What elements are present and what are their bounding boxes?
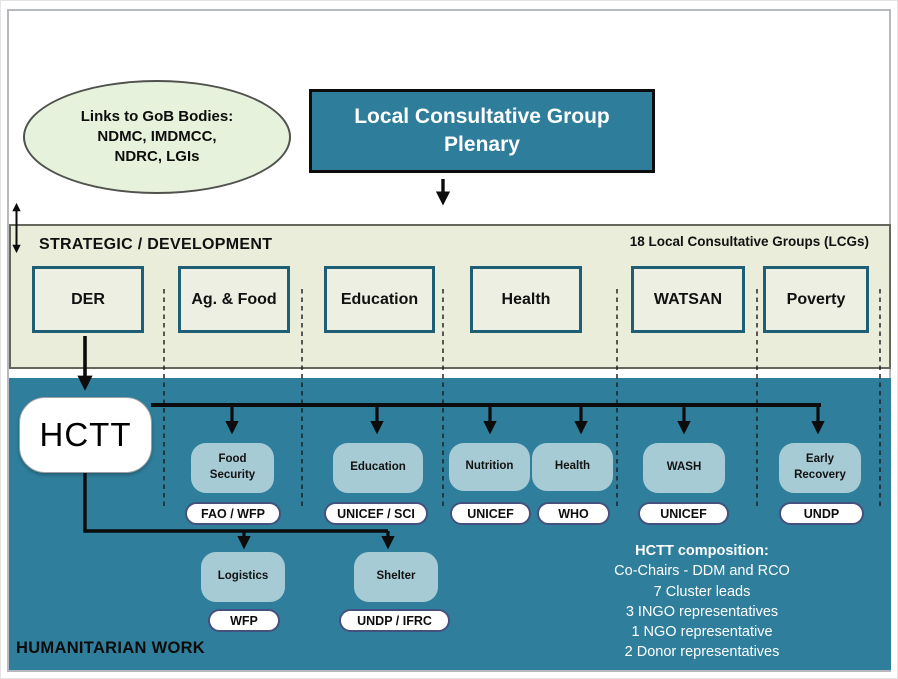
lead-pill-nutrition — [450, 502, 531, 525]
strategic-box-watsan — [631, 266, 745, 333]
cluster-box-shelter — [354, 552, 438, 602]
hctt-composition-line: 3 INGO representatives — [625, 603, 779, 620]
hctt-composition-line: 2 Donor representatives — [624, 644, 780, 661]
cluster-label: Health — [554, 460, 591, 473]
lead-pill-shelter — [339, 609, 450, 632]
cluster-label: WASH — [666, 461, 702, 474]
strategic-section-label: STRATEGIC / DEVELOPMENT — [39, 236, 273, 253]
cluster-box-food-security — [191, 443, 274, 493]
cluster-box-health — [532, 443, 613, 491]
lead-label: UNICEF — [467, 506, 514, 521]
cluster-label: Shelter — [376, 570, 416, 583]
lcg-count-note: 18 Local Consultative Groups (LCGs) — [629, 234, 869, 249]
plenary-box — [309, 89, 655, 173]
lead-label: WHO — [558, 506, 589, 521]
strategic-box-label: Poverty — [786, 290, 846, 308]
lead-label: UNDP / IFRC — [357, 613, 432, 628]
hctt-composition-heading: HCTT composition: — [635, 543, 769, 559]
cluster-box-early-recovery — [779, 443, 861, 493]
cluster-label: Logistics — [217, 570, 269, 583]
lead-label: UNDP — [803, 506, 840, 521]
cluster-label: Education — [350, 461, 406, 474]
strategic-box-label: Education — [340, 290, 419, 308]
strategic-box-health — [470, 266, 582, 333]
strategic-box-label: WATSAN — [653, 290, 723, 308]
cluster-box-wash — [643, 443, 725, 493]
lead-pill-education — [324, 502, 428, 525]
strategic-box-label: DER — [71, 290, 105, 308]
lead-label: UNICEF / SCI — [337, 506, 415, 521]
humanitarian-section-label: HUMANITARIAN WORK — [16, 639, 206, 657]
strategic-box-poverty — [763, 266, 869, 333]
gob-links-line1: Links to GoB Bodies: — [80, 107, 234, 125]
gob-links-ellipse — [23, 80, 291, 194]
cluster-box-education — [333, 443, 423, 493]
cluster-label: Nutrition — [465, 460, 514, 473]
strategic-box-education — [324, 266, 435, 333]
strategic-box-der — [32, 266, 144, 333]
plenary-title: Local Consultative Group Plenary — [354, 104, 610, 156]
lead-pill-logistics — [208, 609, 280, 632]
cluster-label: Early Recovery — [794, 453, 846, 481]
lead-label: FAO / WFP — [201, 506, 265, 521]
strategic-box-ag-food — [178, 266, 290, 333]
lead-label: UNICEF — [660, 506, 707, 521]
lead-label: WFP — [230, 613, 258, 628]
hctt-box — [19, 397, 152, 473]
strategic-box-label: Ag. & Food — [191, 290, 277, 308]
strategic-box-label: Health — [501, 290, 551, 308]
hctt-composition-line: Co-Chairs - DDM and RCO — [614, 563, 790, 580]
lead-pill-food-security — [185, 502, 281, 525]
hctt-composition-line: 1 NGO representative — [631, 624, 773, 641]
hctt-label: HCTT — [39, 416, 132, 453]
hctt-composition-block — [558, 541, 846, 663]
cluster-box-nutrition — [449, 443, 530, 491]
lead-pill-health — [537, 502, 610, 525]
cluster-box-logistics — [201, 552, 285, 602]
lead-pill-early-recovery — [779, 502, 864, 525]
lead-pill-wash — [638, 502, 729, 525]
gob-links-line3: NDRC, LGIs — [114, 148, 200, 166]
hctt-composition-line: 7 Cluster leads — [653, 583, 751, 600]
cluster-label: Food Security — [209, 453, 256, 481]
gob-links-line2: NDMC, IMDMCC, — [97, 127, 217, 145]
